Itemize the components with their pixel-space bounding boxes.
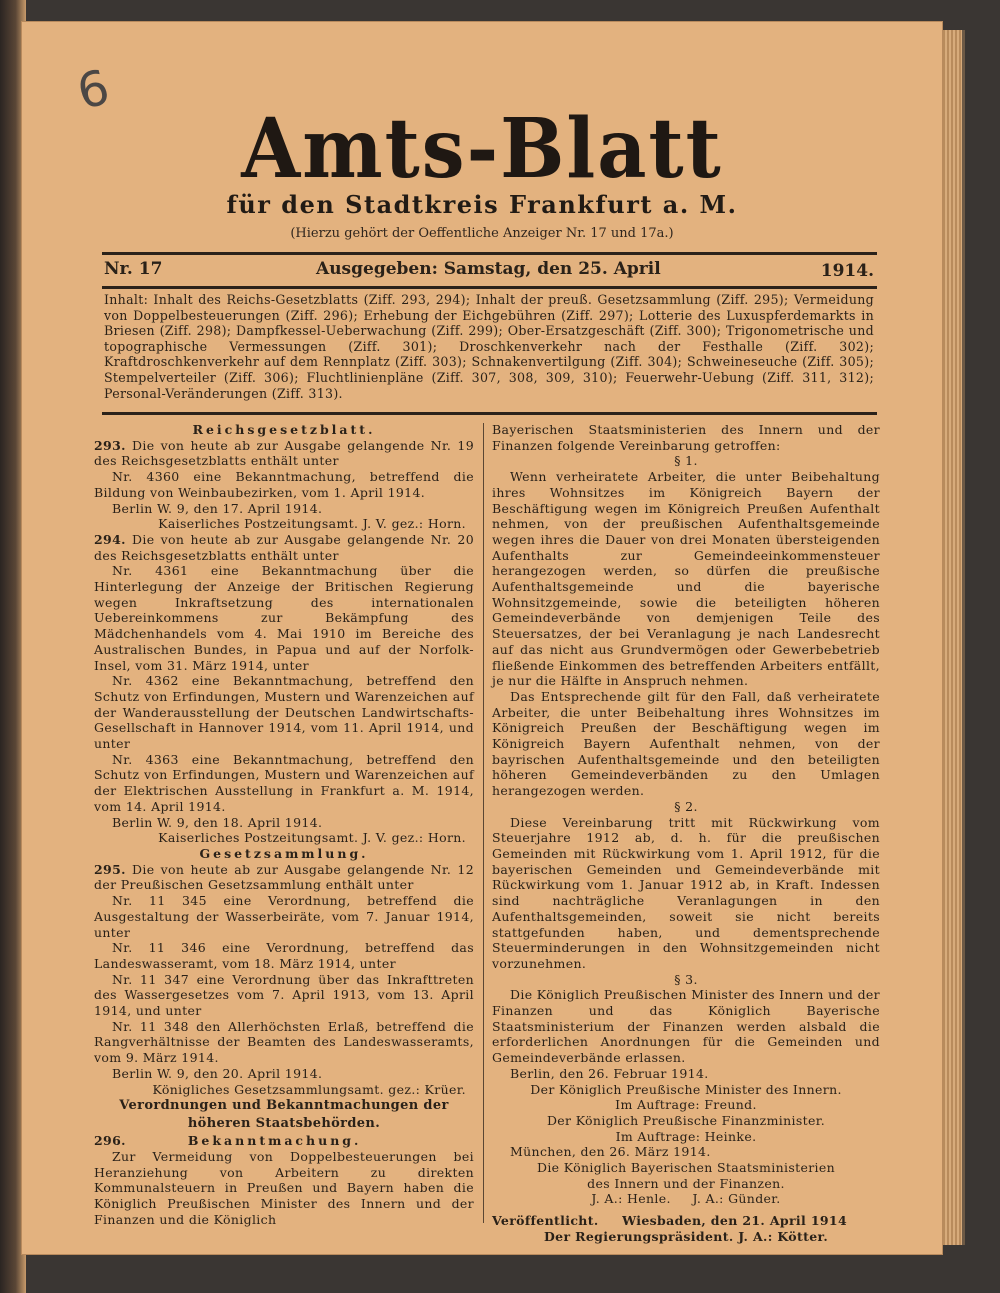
heading-verordnungen: Verordnungen und Bekanntmachungen der höheren Staatsbehörden. — [119, 1098, 449, 1132]
place-date: Berlin, den 26. Februar 1914. — [510, 1065, 709, 1081]
signature: Der Regierungspräsident. J. A.: Kötter. — [543, 1228, 829, 1244]
item-paragraph: Das Entsprechende gilt für den Fall, daß verheiratete Arbeiter, die unter Beibehaltung ihres Wohnsitzes im Königreich Preußen der Beschäftigung wegen im Königreich Bayern Aufenthalt nehmen, von der bayrischen Aufenthaltsgemeinde und den beteiligten höheren Gemeindeverbänden zu den Umlagen herangezogen werden. — [492, 688, 880, 799]
item-paragraph: Zur Vermeidung von Doppelbesteuerungen bei Heranziehung von Arbeitern zu direkten Kommunalsteuern in Preußen und Bayern haben die Königlich Preußischen Minister des Innern und der Finanzen und die Königlich — [94, 1148, 474, 1227]
item-number: 295. — [94, 861, 126, 877]
place-date: Berlin W. 9, den 18. April 1914. — [112, 814, 323, 830]
item-paragraph: Nr. 4361 eine Bekanntmachung über die Hinterlegung der Anzeige der Britischen Regierung wegen Inkraftsetzung des internationalen Uebereinkommens zur Bekämpfung des Mädchenhandels vom 4. Mai 1910 im Bereiche des Australischen Bundes, in Papua und auf der Norfolk-Insel, vom 31. März 1914, unter — [94, 563, 474, 673]
signatory-title: Der Königlich Preußische Finanzminister. — [546, 1112, 826, 1128]
signatory-title: Der Königlich Preußische Minister des Innern. — [530, 1081, 842, 1097]
publication-line: Veröffentlicht. Wiesbaden, den 21. April 1914 — [492, 1213, 848, 1229]
item-number: 293. — [94, 437, 126, 453]
signature: Kaiserliches Postzeitungsamt. J. V. gez.: Horn. — [158, 830, 466, 846]
issue-date: Ausgegeben: Samstag, den 25. April — [316, 259, 661, 279]
item-paragraph: Nr. 11 345 eine Verordnung, betreffend die Ausgestaltung der Wasserbeiräte, vom 7. Januar 1914, unter — [94, 893, 474, 940]
left-column — [94, 422, 474, 1227]
item-paragraph: Bayerischen Staatsministerien des Innern und der Finanzen folgende Vereinbarung getroffen: — [492, 422, 880, 453]
item-paragraph: Wenn verheiratete Arbeiter, die unter Beibehaltung ihres Wohnsitzes im Königreich Bayern der Beschäftigung wegen im Königreich Preußen Aufenthalt nehmen, von der preußischen Aufenthaltsgemeinde wegen ihres die Dauer von drei Monaten übersteigenden Aufenthalts zur Gemeindeeinkommensteuer herangezogen werden, so dürfen die preußische Aufenthaltsgemeinde und die bayerische Wohnsitzgemeinde, sowie die beteiligten höheren Gemeindeverbände von demjenigen Teile des Steuersatzes, der bei Veranlagung je nach Landesrecht auf das nicht aus Grundvermögen oder Gewerbebetrieb fließende Einkommen des betreffenden Arbeiters entfällt, je nur die Hälfte in Anspruch nehmen. — [492, 469, 880, 689]
rule-issue — [102, 286, 877, 289]
right-column — [492, 422, 880, 1245]
item-paragraph: Diese Vereinbarung tritt mit Rückwirkung vom Steuerjahre 1912 ab, d. h. für die preußischen Gemeinden mit Rückwirkung vom 1. April 1912, für die bayerischen Gemeinden und Gemeindeverbände mit Rückwirkung vom 1. Januar 1912 ab, in Kraft. Indessen sind nachträgliche Veranlagungen in den Aufenthaltsgemeinden, soweit sie nicht bereits stattgefunden haben, und dementsprechende Steuerminderungen in den Wohnsitzgemeinden nicht vorzunehmen. — [492, 814, 880, 971]
item-intro: Die von heute ab zur Ausgabe gelangende Nr. 12 der Preußischen Gesetzsammlung enthält unter — [94, 861, 474, 893]
newspaper-page — [22, 22, 942, 1254]
rule-contents — [102, 412, 877, 415]
place-date: München, den 26. März 1914. — [510, 1144, 711, 1160]
signature: Im Auftrage: Heinke. — [615, 1128, 757, 1144]
item-paragraph: Nr. 11 348 den Allerhöchsten Erlaß, betreffend die Rangverhältnisse der Beamten des Landeswasseramts, vom 9. März 1914. — [94, 1018, 474, 1066]
heading-reichsgesetzblatt: Reichsgesetzblatt. — [192, 422, 376, 437]
section-marker: § 3. — [674, 971, 698, 987]
heading-gesetzsammlung: Gesetzsammlung. — [199, 845, 369, 861]
item-paragraph: Die Königlich Preußischen Minister des Innern und der Finanzen und das Königlich Bayerische Staatsministerium der Finanzen werden alsbald die erforderlichen Anordnungen für die Gemeinden und Gemeindeverbände erlassen. — [492, 987, 880, 1066]
item-intro: Die von heute ab zur Ausgabe gelangende Nr. 20 des Reichsgesetzblatts enthält unter — [94, 531, 474, 563]
item-number: 294. — [94, 531, 126, 547]
masthead-subtitle: für den Stadtkreis Frankfurt a. M. — [226, 190, 738, 219]
section-marker: § 2. — [674, 798, 698, 814]
item-paragraph: Nr. 4360 eine Bekanntmachung, betreffend die Bildung von Weinbaubezirken, vom 1. April 1914. — [94, 469, 474, 500]
signature: Königliches Gesetzsammlungsamt. gez.: Krüer. — [152, 1081, 466, 1097]
masthead-title: Amts-Blatt — [241, 100, 723, 197]
item-paragraph: Nr. 4363 eine Bekanntmachung, betreffend den Schutz von Erfindungen, Mustern und Warenzeichen auf der Elektrischen Ausstellung in Frankfurt a. M. 1914, vom 14. April 1914. — [94, 751, 474, 814]
signature: J. A.: Henle. J. A.: Günder. — [591, 1191, 781, 1207]
place-date: Berlin W. 9, den 17. April 1914. — [112, 500, 323, 516]
pen-mark: 6 — [71, 59, 115, 121]
supplement-note: (Hierzu gehört der Oeffentliche Anzeiger Nr. 17 und 17a.) — [290, 226, 674, 241]
item-number: 296. — [94, 1133, 126, 1149]
item-intro: Die von heute ab zur Ausgabe gelangende Nr. 19 des Reichsgesetzblatts enthält unter — [94, 437, 474, 469]
signatory-title: des Innern und der Finanzen. — [587, 1175, 785, 1191]
table-of-contents: Inhalt: Inhalt des Reichs-Gesetzblatts (Ziff. 293, 294); Inhalt der preuß. Gesetzsammlung (Ziff. 295); Vermeidung von Doppelbesteuerungen (Ziff. 296); Erhebung der Eichgebühren (Ziff. 297); Lotterie des Luxuspferdemarkts in Briesen (Ziff. 298); Dampfkessel-Ueberwachung (Ziff. 299); Ober-Ersatzgeschäft (Ziff. 300); Trigonometrische und topographische Vermessungen (Ziff. 301); Droschkenverkehr nach der Festhalle (Ziff. 302); Kraftdroschkenverkehr auf dem Rennplatz (Ziff. 303); Schnakenvertilgung (Ziff. 304); Schweineseuche (Ziff. 305); Stempelverteiler (Ziff. 306); Fluchtlinienpläne (Ziff. 307, 308, 309, 310); Feuerwehr-Uebung (Ziff. 311, 312); Personal-Veränderungen (Ziff. 313). — [104, 292, 874, 401]
column-divider — [483, 423, 484, 1223]
notice-title: Bekanntmachung. — [187, 1133, 362, 1149]
item-paragraph: Nr. 4362 eine Bekanntmachung, betreffend den Schutz von Erfindungen, Mustern und Warenzeichen auf der Wanderausstellung der Deutschen Landwirtschafts-Gesellschaft in Hannover 1914, vom 11. April 1914, und unter — [94, 673, 474, 752]
signature: Kaiserliches Postzeitungsamt. J. V. gez.: Horn. — [158, 516, 466, 532]
place-date: Berlin W. 9, den 20. April 1914. — [112, 1065, 323, 1081]
issue-line — [104, 255, 874, 283]
section-marker: § 1. — [674, 453, 698, 469]
item-paragraph: Nr. 11 346 eine Verordnung, betreffend das Landeswasseramt, vom 18. März 1914, unter — [94, 940, 474, 971]
signatory-title: Die Königlich Bayerischen Staatsministerien — [536, 1160, 836, 1176]
signature: Im Auftrage: Freund. — [615, 1097, 757, 1113]
issue-number: Nr. 17 — [104, 259, 163, 279]
issue-year: 1914. — [820, 261, 874, 281]
item-paragraph: Nr. 11 347 eine Verordnung über das Inkrafttreten des Wassergesetzes vom 7. April 1913, vom 13. April 1914, und unter — [94, 971, 474, 1019]
